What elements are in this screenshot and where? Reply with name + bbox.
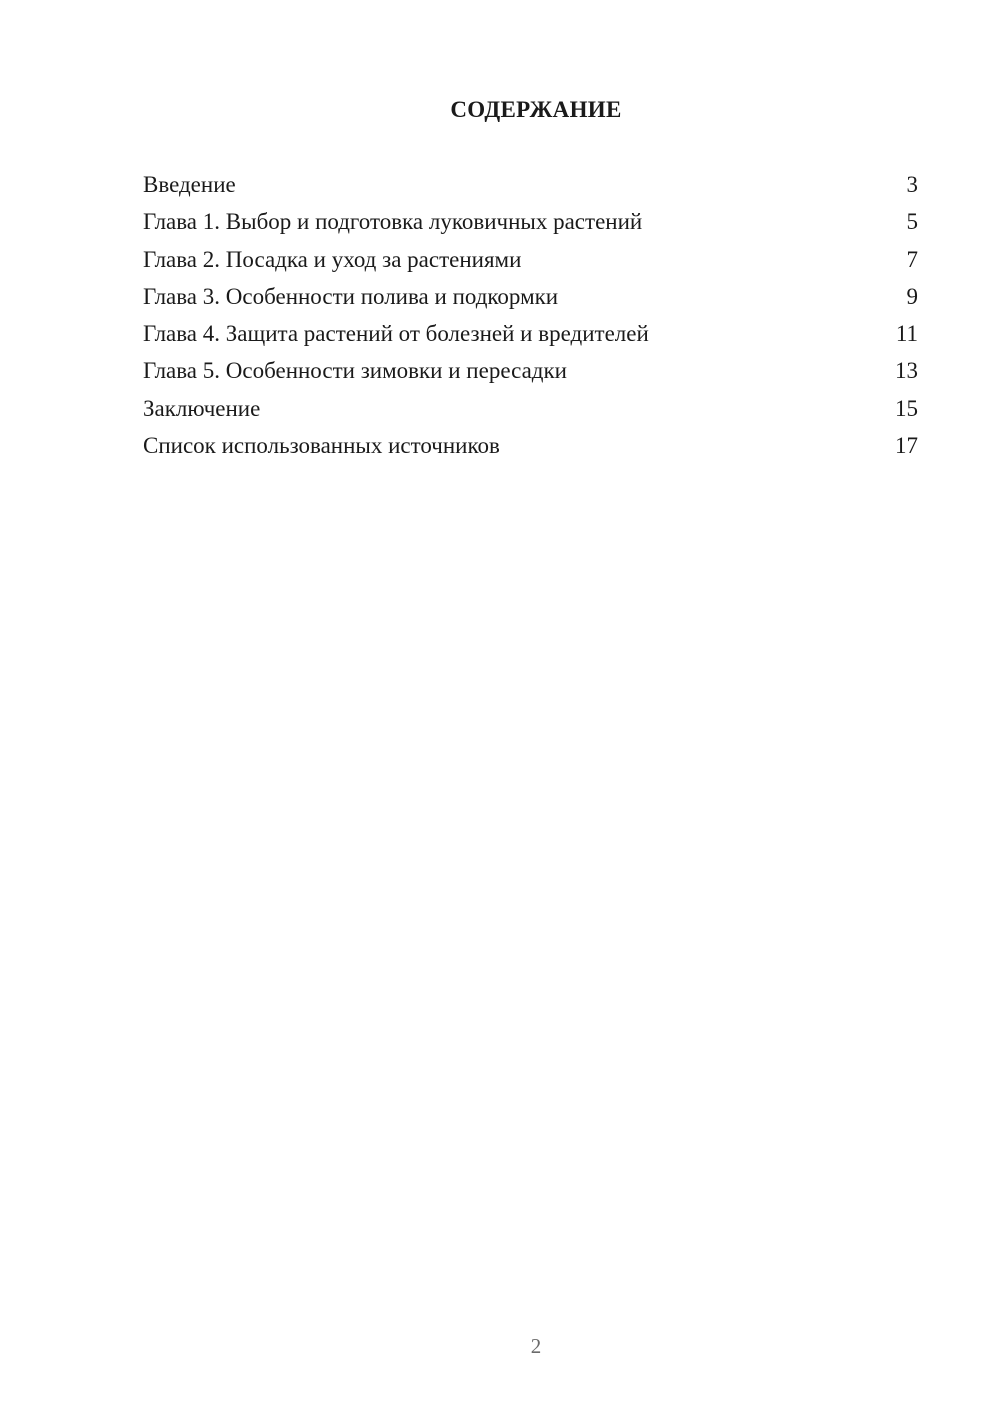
toc-entry-label: Глава 5. Особенности зимовки и пересадки — [143, 358, 567, 384]
toc-entry-page: 7 — [906, 246, 918, 272]
toc-entry-chapter-5 — [143, 352, 918, 389]
toc-entry-chapter-3 — [143, 278, 918, 315]
toc-entry-page: 15 — [895, 395, 918, 421]
toc-entry-chapter-4 — [143, 315, 918, 352]
toc-entry-conclusion — [143, 390, 918, 427]
toc-entry-page: 9 — [906, 283, 918, 309]
toc-list — [143, 166, 918, 464]
toc-entry-label: Заключение — [143, 395, 261, 421]
toc-entry-label: Глава 4. Защита растений от болезней и вредителей — [143, 321, 649, 347]
toc-entry-chapter-2 — [143, 241, 918, 278]
toc-entry-label: Глава 1. Выбор и подготовка луковичных растений — [143, 209, 643, 235]
page-number: 2 — [530, 1334, 542, 1358]
toc-entry-references — [143, 427, 918, 464]
toc-title: СОДЕРЖАНИЕ — [450, 97, 622, 122]
toc-entry-label: Глава 3. Особенности полива и подкормки — [143, 283, 559, 309]
toc-entry-page: 17 — [895, 433, 918, 459]
toc-entry-chapter-1 — [143, 203, 918, 240]
toc-entry-page: 3 — [906, 172, 918, 197]
toc-entry-page: 11 — [895, 321, 918, 347]
toc-entry-page: 5 — [906, 209, 918, 235]
toc-entry-label: Список использованных источников — [143, 433, 500, 459]
toc-entry-label: Глава 2. Посадка и уход за растениями — [143, 246, 522, 272]
toc-entry-introduction — [143, 166, 918, 203]
toc-entry-label: Введение — [143, 172, 236, 197]
toc-entry-page: 13 — [895, 358, 918, 384]
